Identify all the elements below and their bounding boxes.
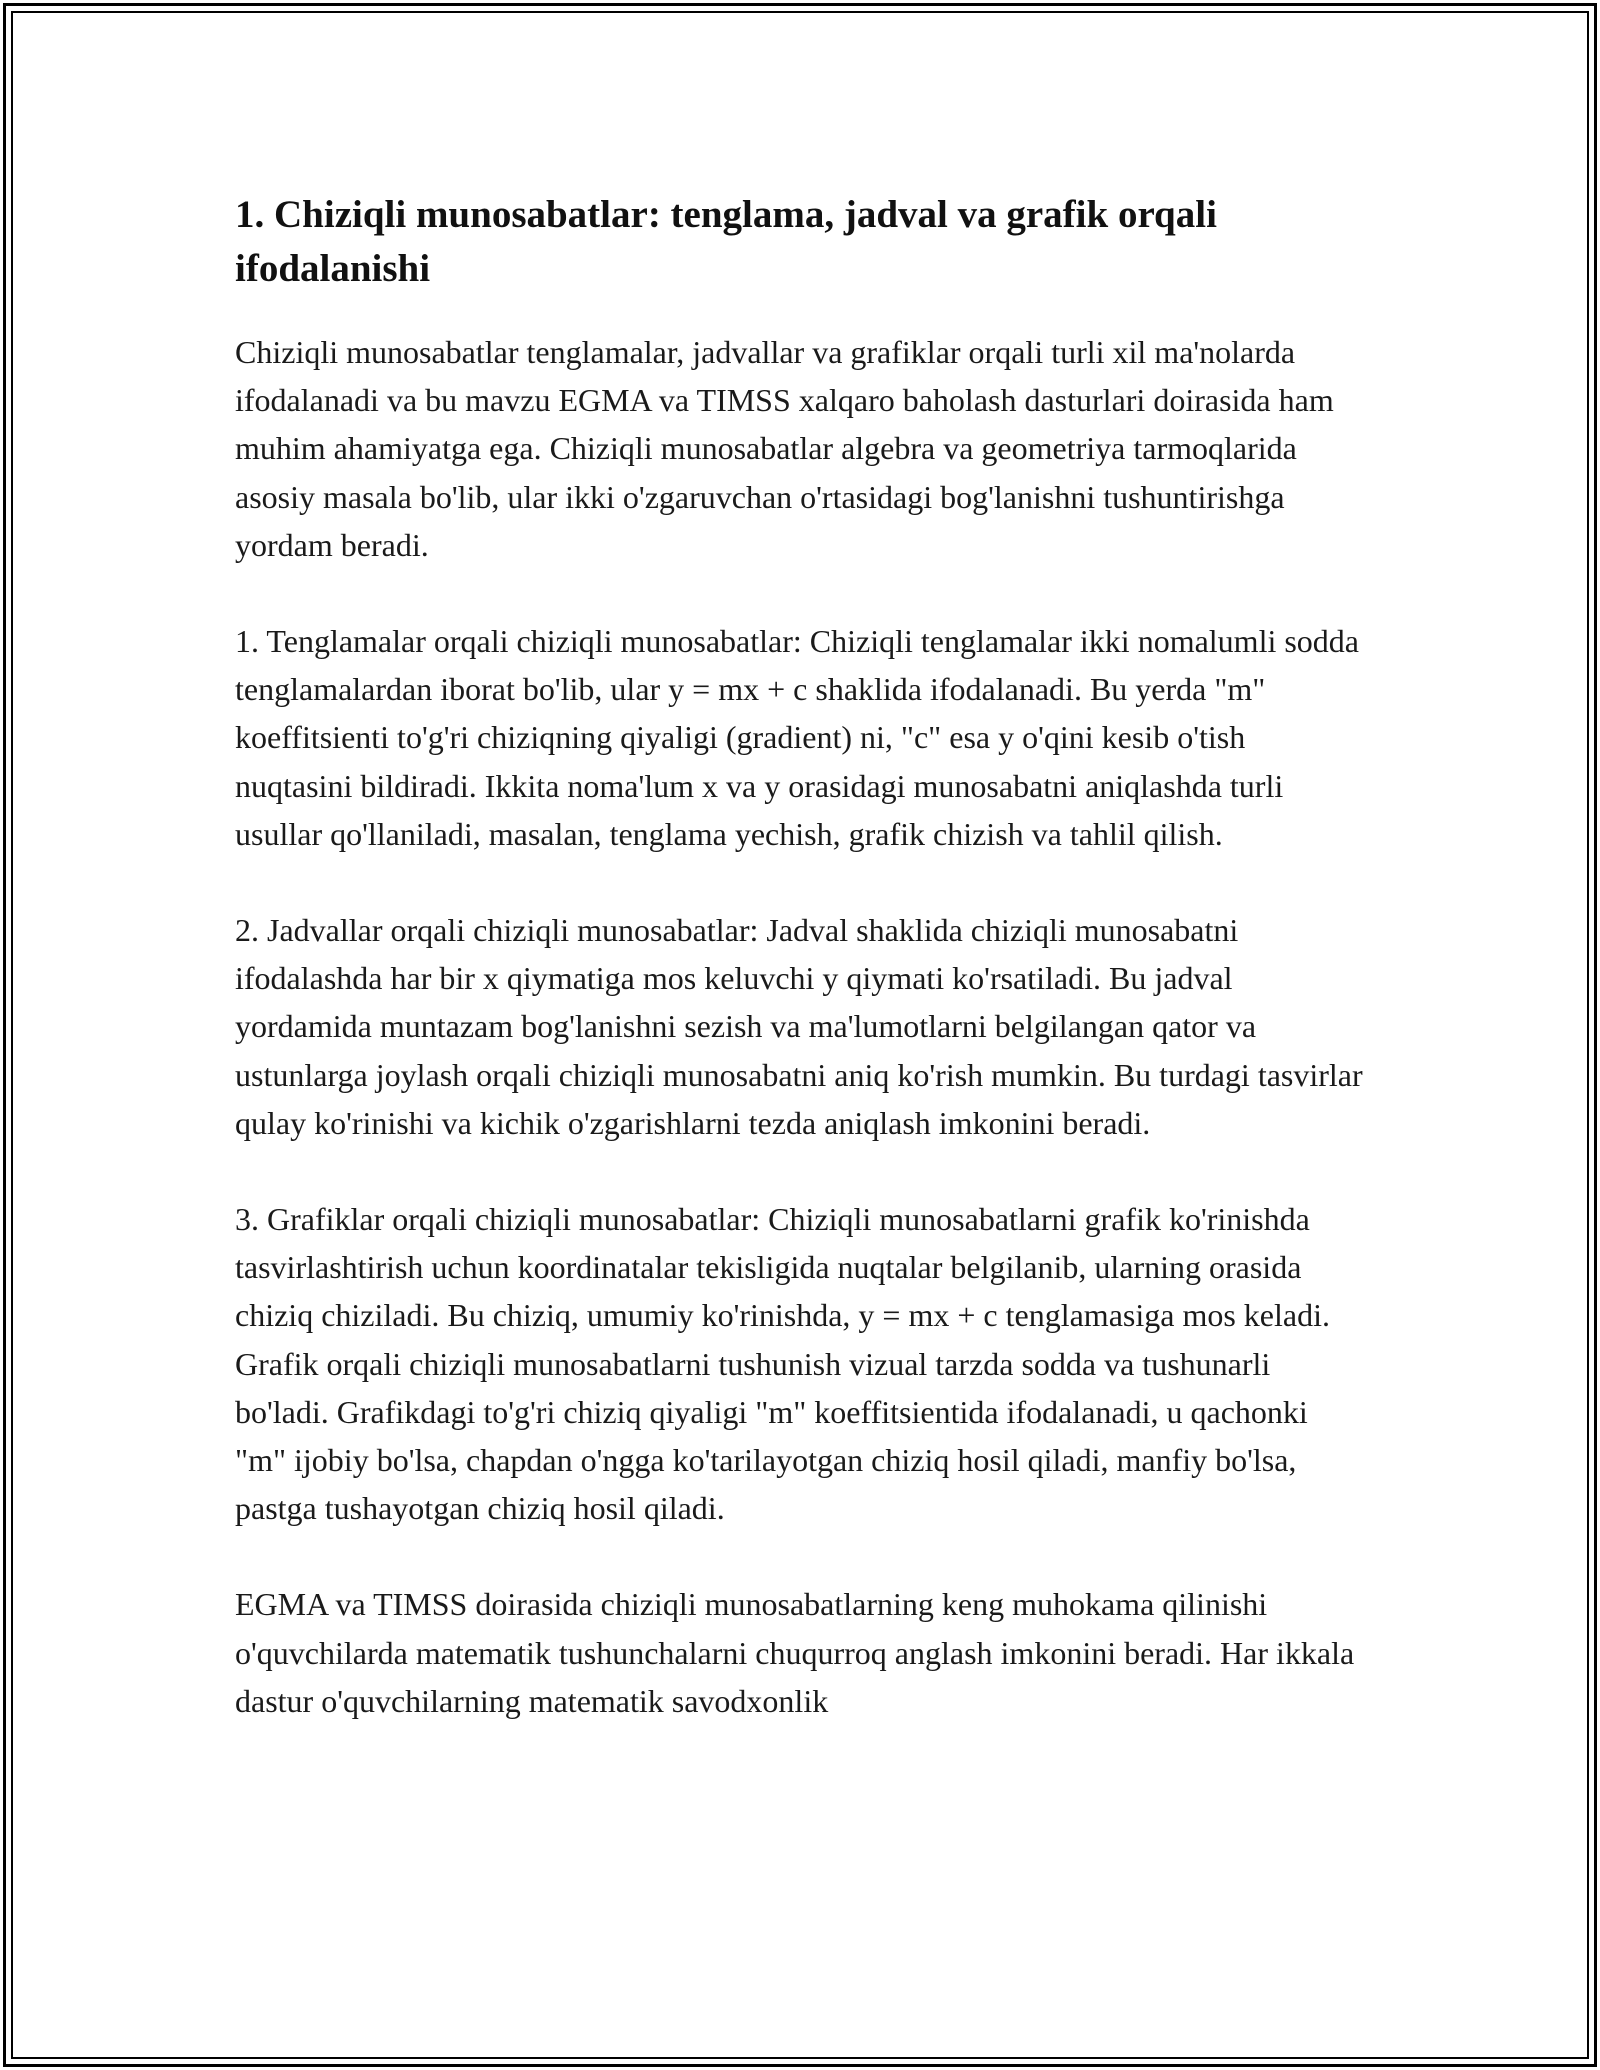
tables-paragraph: 2. Jadvallar orqali chiziqli munosabatlar: Jadval shaklida chiziqli munosabatni ifodalashda har bir x qiymatiga mos keluvchi y qiymati ko'rsatiladi. Bu jadval yordamida muntazam bog'lanishni sezish va ma'lumotlarni belgilangan qator va ustunlarga joylash orqali chiziqli munosabatni aniq ko'rish mumkin. Bu turdagi tasvirlar qulay ko'rinishi va kichik o'zgarishlarni tezda aniqlash imkonini beradi. (235, 912, 1363, 1141)
section-title: 1. Chiziqli munosabatlar: tenglama, jadval va grafik orqali ifodalanishi (235, 193, 1217, 290)
document-body (235, 188, 1365, 1773)
graphs-paragraph: 3. Grafiklar orqali chiziqli munosabatlar: Chiziqli munosabatlarni grafik ko'rinishda tasvirlashtirish uchun koordinatalar tekisligida nuqtalar belgilanib, ularning orasida chiziq chiziladi. Bu chiziq, umumiy ko'rinishda, y = mx + c tenglamasiga mos keladi. Grafik orqali chiziqli munosabatlarni tushunish vizual tarzda sodda va tushunarli bo'ladi. Grafikdagi to'g'ri chiziq qiyaligi "m" koeffitsientida ifodalanadi, u qachonki "m" ijobiy bo'lsa, chapdan o'ngga ko'tarilayotgan chiziq hosil qiladi, manfiy bo'lsa, pastga tushayotgan chiziq hosil qiladi. (235, 1201, 1330, 1527)
intro-paragraph: Chiziqli munosabatlar tenglamalar, jadvallar va grafiklar orqali turli xil ma'nolarda ifodalanadi va bu mavzu EGMA va TIMSS xalqaro baholash dasturlari doirasida ham muhim ahamiyatga ega. Chiziqli munosabatlar algebra va geometriya tarmoqlarida asosiy masala bo'lib, ular ikki o'zgaruvchan o'rtasidagi bog'lanishni tushuntirishga yordam beradi. (235, 334, 1334, 563)
conclusion-paragraph: EGMA va TIMSS doirasida chiziqli munosabatlarning keng muhokama qilinishi o'quvchilarda matematik tushunchalarni chuqurroq anglash imkonini beradi. Har ikkala dastur o'quvchilarning matematik savodxonlik (235, 1586, 1355, 1719)
equations-paragraph: 1. Tenglamalar orqali chiziqli munosabatlar: Chiziqli tenglamalar ikki nomalumli sodda tenglamalardan iborat bo'lib, ular y = mx + c shaklida ifodalanadi. Bu yerda "m" koeffitsienti to'g'ri chiziqning qiyaligi (gradient) ni, "c" esa y o'qini kesib o'tish nuqtasini bildiradi. Ikkita noma'lum x va y orasidagi munosabatni aniqlashda turli usullar qo'llaniladi, masalan, tenglama yechish, grafik chizish va tahlil qilish. (235, 623, 1359, 852)
